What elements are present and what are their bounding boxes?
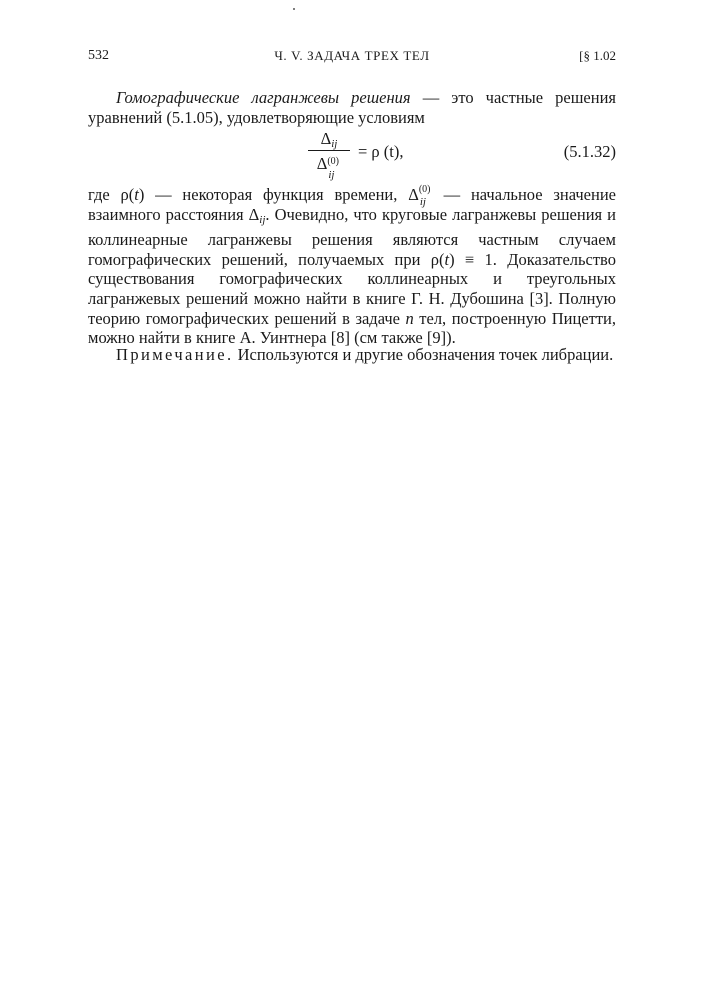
paragraph-explanation bbox=[88, 185, 616, 348]
delta-symbol: Δ bbox=[316, 154, 328, 173]
section-reference: [§ 1.02 bbox=[579, 48, 616, 63]
equation-rhs: = ρ (t), bbox=[358, 142, 404, 161]
defined-term: Гомографические лагранжевы решения bbox=[116, 88, 411, 107]
page-number: 532 bbox=[88, 48, 109, 63]
text-run: ) ≡ 1. Доказательство существования гомографических коллинеарных и треугольных лагранжевых решений можно найти в книге Г. Н. Дубошина [3]. Полную теорию гомографических решений в задаче bbox=[88, 249, 616, 328]
fraction-denominator bbox=[304, 151, 354, 181]
definition-text: — это частные решения уравнений (5.1.05), удовлетворяющие условиям bbox=[88, 88, 616, 127]
text-run: . Очевидно, что круговые лагранжевы решения и коллинеарные лагранжевы решения являются частным случаем гомографических решений, получаемых при ρ( bbox=[88, 204, 616, 269]
note-label: Примечание. bbox=[116, 345, 234, 364]
denominator-index: ij bbox=[328, 169, 335, 181]
text-run: — начальное значение взаимного расстояния Δ bbox=[88, 185, 616, 224]
denominator-superscript: (0) bbox=[327, 156, 339, 167]
paragraph-note bbox=[88, 345, 616, 365]
fraction-numerator bbox=[304, 128, 354, 150]
variable-n: n bbox=[405, 308, 414, 328]
text-run: ) — некоторая функция времени, bbox=[138, 185, 409, 204]
paragraph-definition bbox=[88, 88, 616, 127]
delta-subscript: ij bbox=[259, 213, 266, 226]
variable-t: t bbox=[444, 249, 450, 269]
delta-symbol: Δ bbox=[408, 185, 419, 204]
display-equation bbox=[88, 128, 616, 182]
text-run: где ρ( bbox=[88, 185, 135, 204]
text-run: тел, построенную Пицетти, можно найти в книге А. Уинтнера [8] (см также [9]). bbox=[88, 308, 616, 348]
variable-t: t bbox=[134, 185, 139, 204]
note-text: Используются и другие обозначения точек либрации. bbox=[233, 345, 614, 364]
running-title: Ч. V. ЗАДАЧА ТРЕХ ТЕЛ bbox=[274, 48, 430, 63]
delta-indices bbox=[418, 184, 433, 208]
numerator-index: ij bbox=[331, 138, 338, 150]
running-head bbox=[88, 48, 616, 72]
equation-number: (5.1.32) bbox=[563, 142, 616, 161]
delta-subscript: ij bbox=[419, 196, 426, 208]
equation-fraction bbox=[304, 128, 354, 181]
delta-symbol: Δ bbox=[320, 129, 332, 148]
denominator-indices bbox=[327, 156, 341, 181]
delta-superscript: (0) bbox=[418, 184, 431, 195]
print-speck bbox=[293, 8, 295, 10]
